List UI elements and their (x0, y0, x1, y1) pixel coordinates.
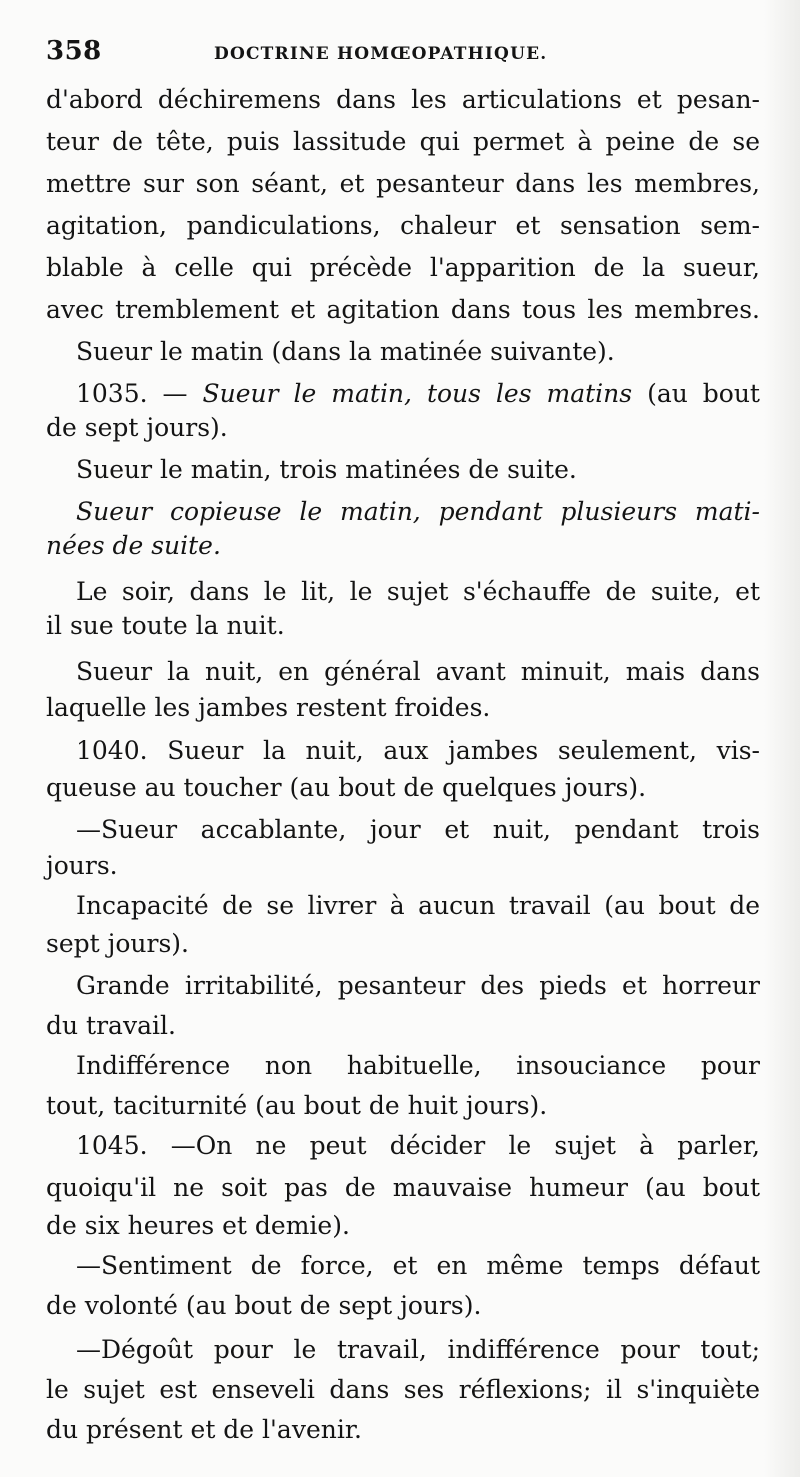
running-head: DOCTRINE HOMŒOPATHIQUE. (214, 44, 548, 64)
text-line-numbered-1045: 1045. —On ne peut décider le sujet à parler, (76, 1131, 760, 1160)
text-line-numbered-1040: 1040. Sueur la nuit, aux jambes seulement, vis- (76, 736, 760, 765)
text-line: sept jours). (46, 929, 190, 958)
text-line-italic: nées de suite. (46, 531, 221, 560)
text-line: Incapacité de se livrer à aucun travail (au bout de (76, 891, 760, 920)
text-line: du présent et de l'avenir. (46, 1415, 362, 1444)
text-line: du travail. (46, 1011, 176, 1040)
text-line-italic: Sueur copieuse le matin, pendant plusieurs mati- (76, 497, 760, 526)
text-line: le sujet est enseveli dans ses réflexions; il s'inquiète (46, 1375, 760, 1404)
page-number: 358 (46, 36, 102, 66)
text-line-numbered-1035 (76, 376, 760, 412)
page-header (46, 36, 750, 66)
text-line: jours. (46, 851, 118, 880)
text-line: avec tremblement et agitation dans tous les membres. (46, 295, 760, 324)
text-line: de sept jours). (46, 413, 228, 442)
page-edge-shading (764, 0, 800, 1477)
text-line: queuse au toucher (au bout de quelques jours). (46, 773, 647, 802)
text-line: Sueur le matin (dans la matinée suivante). (76, 337, 615, 366)
text-line: —Sueur accablante, jour et nuit, pendant trois (76, 815, 760, 844)
entry-number: 1035. — (76, 379, 188, 408)
text-line: —Dégoût pour le travail, indifférence pour tout; (76, 1335, 760, 1364)
text-line: de six heures et demie). (46, 1211, 350, 1240)
text-line: —Sentiment de force, et en même temps défaut (76, 1251, 760, 1280)
text-line: tout, taciturnité (au bout de huit jours). (46, 1091, 548, 1120)
text-line: Sueur la nuit, en général avant minuit, mais dans (76, 657, 760, 686)
text-line: mettre sur son séant, et pesanteur dans les membres, (46, 169, 760, 198)
text-line: quoiqu'il ne soit pas de mauvaise humeur (au bout (46, 1173, 760, 1202)
text-line: blable à celle qui précède l'apparition de la sueur, (46, 253, 760, 282)
text-line: Sueur le matin, trois matinées de suite. (76, 455, 577, 484)
text-line: Indifférence non habituelle, insouciance pour (76, 1051, 760, 1080)
text-line: laquelle les jambes restent froides. (46, 693, 491, 722)
text-line: Grande irritabilité, pesanteur des pieds et horreur (76, 971, 760, 1000)
line-remainder: (au bout (647, 379, 760, 408)
text-line: il sue toute la nuit. (46, 611, 285, 640)
text-line: Le soir, dans le lit, le sujet s'échauffe de suite, et (76, 577, 760, 606)
italic-phrase: Sueur le matin, tous les matins (202, 379, 633, 408)
text-line: agitation, pandiculations, chaleur et sensation sem- (46, 211, 760, 240)
text-line: d'abord déchiremens dans les articulations et pesan- (46, 85, 760, 114)
text-line: teur de tête, puis lassitude qui permet à peine de se (46, 127, 760, 156)
text-line: de volonté (au bout de sept jours). (46, 1291, 482, 1320)
